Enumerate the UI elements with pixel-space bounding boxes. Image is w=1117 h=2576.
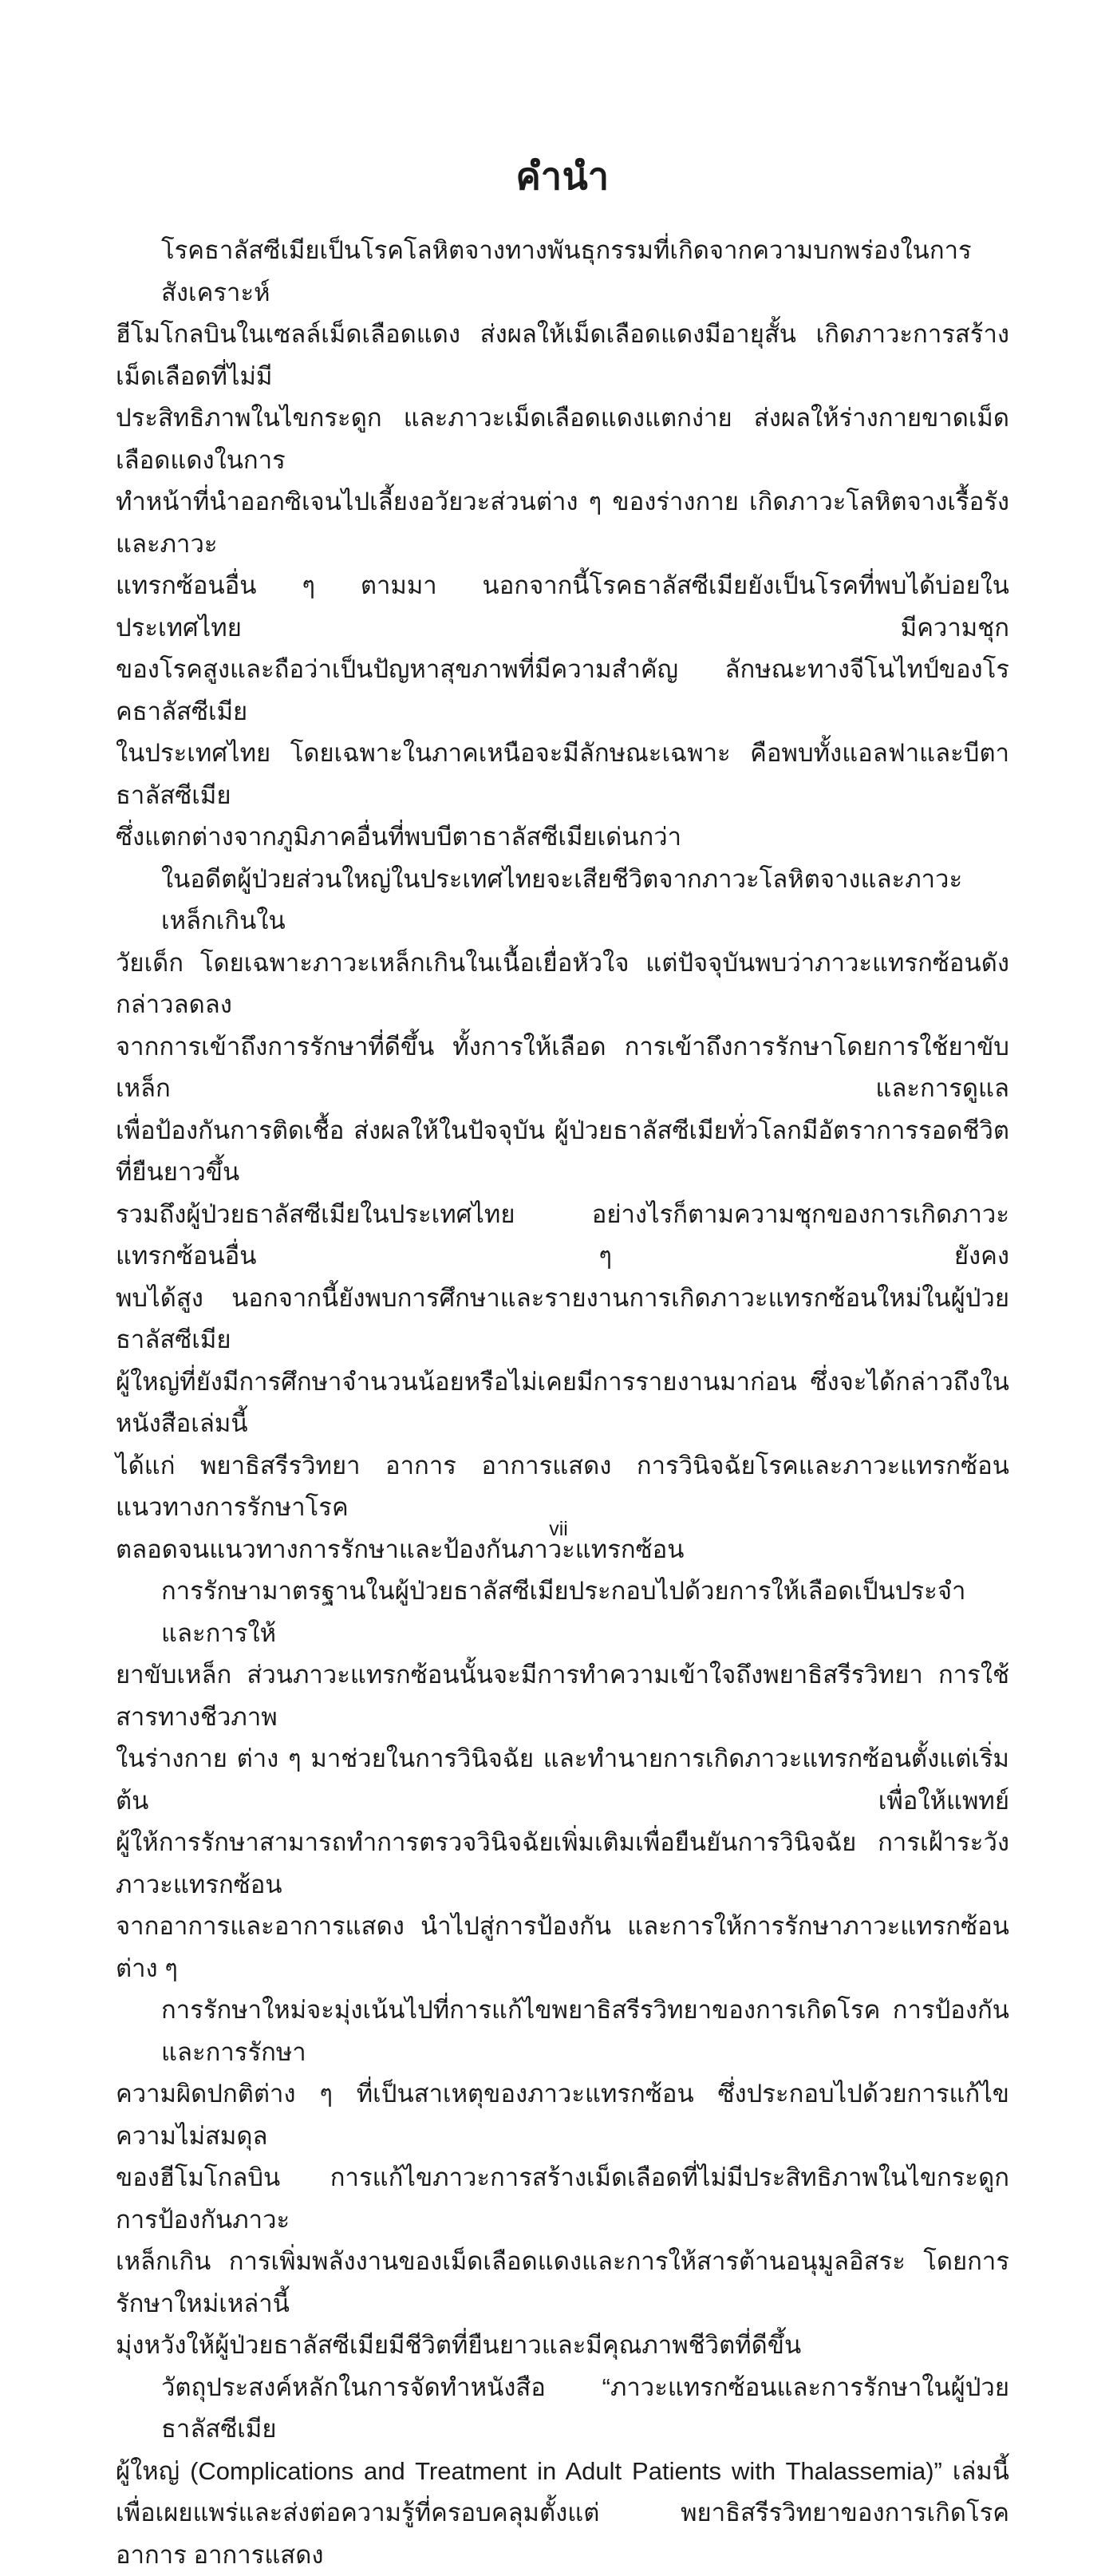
- text-line: ฮีโมโกลบินในเซลล์เม็ดเลือดแดง ส่งผลให้เม็ดเลือดแดงมีอายุสั้น เกิดภาวะการสร้างเม็ดเลือดที่ไม่มี: [116, 314, 1009, 397]
- text-line: ในร่างกาย ต่าง ๆ มาช่วยในการวินิจฉัย และทำนายการเกิดภาวะแทรกซ้อนตั้งแต่เริ่มต้น เพื่อให้แพทย์: [116, 1738, 1009, 1822]
- text-line: เหล็กเกิน การเพิ่มพลังงานของเม็ดเลือดแดงและการให้สารต้านอนุมูลอิสระ โดยการรักษาใหม่เหล่านี้: [116, 2241, 1009, 2325]
- text-line: มุ่งหวังให้ผู้ป่วยธาลัสซีเมียมีชีวิตที่ยืนยาวและมีคุณภาพชีวิตที่ดีขึ้น: [116, 2325, 1009, 2367]
- paragraph: [116, 1570, 1009, 1989]
- text-line: โรคธาลัสซีเมียเป็นโรคโลหิตจางทางพันธุกรรมที่เกิดจากความบกพร่องในการสังเคราะห์: [116, 230, 1009, 314]
- text-line: ซึ่งแตกต่างจากภูมิภาคอื่นที่พบบีตาธาลัสซีเมียเด่นกว่า: [116, 816, 1009, 859]
- paragraph: [116, 230, 1009, 859]
- paragraph: [116, 1989, 1009, 2367]
- text-line: การรักษาใหม่จะมุ่งเน้นไปที่การแก้ไขพยาธิสรีรวิทยาของการเกิดโรค การป้องกัน และการรักษา: [116, 1989, 1009, 2073]
- text-line: พบได้สูง นอกจากนี้ยังพบการศึกษาและรายงานการเกิดภาวะแทรกซ้อนใหม่ในผู้ป่วยธาลัสซีเมีย: [116, 1278, 1009, 1361]
- paragraph: [116, 2367, 1009, 2576]
- text-line: ความผิดปกติต่าง ๆ ที่เป็นสาเหตุของภาวะแทรกซ้อน ซึ่งประกอบไปด้วยการแก้ไขความไม่สมดุล: [116, 2073, 1009, 2157]
- page-title: คำนำ: [116, 146, 1009, 206]
- text-line: วัยเด็ก โดยเฉพาะภาวะเหล็กเกินในเนื้อเยื่อหัวใจ แต่ปัจจุบันพบว่าภาวะแทรกซ้อนดังกล่าวลดลง: [116, 942, 1009, 1026]
- text-line: ประสิทธิภาพในไขกระดูก และภาวะเม็ดเลือดแดงแตกง่าย ส่งผลให้ร่างกายขาดเม็ดเลือดแดงในการ: [116, 397, 1009, 481]
- text-line: ในอดีตผู้ป่วยส่วนใหญ่ในประเทศไทยจะเสียชีวิตจากภาวะโลหิตจางและภาวะเหล็กเกินใน: [116, 859, 1009, 942]
- text-line: ผู้ใหญ่ (Complications and Treatment in Adult Patients with Thalassemia)” เล่มนี้: [116, 2451, 1009, 2493]
- text-line: ผู้ให้การรักษาสามารถทำการตรวจวินิจฉัยเพิ่มเติมเพื่อยืนยันการวินิจฉัย การเฝ้าระวังภาวะแทรกซ้อน: [116, 1822, 1009, 1906]
- paragraph: [116, 859, 1009, 1571]
- text-line: ได้แก่ พยาธิสรีรวิทยา อาการ อาการแสดง การวินิจฉัยโรคและภาวะแทรกซ้อน แนวทางการรักษาโรค: [116, 1445, 1009, 1529]
- text-line: ผู้ใหญ่ที่ยังมีการศึกษาจำนวนน้อยหรือไม่เคยมีการรายงานมาก่อน ซึ่งจะได้กล่าวถึงในหนังสือเล่มนี้: [116, 1361, 1009, 1445]
- text-line: จากอาการและอาการแสดง นำไปสู่การป้องกัน และการให้การรักษาภาวะแทรกซ้อนต่าง ๆ: [116, 1906, 1009, 1989]
- text-line: ในประเทศไทย โดยเฉพาะในภาคเหนือจะมีลักษณะเฉพาะ คือพบทั้งแอลฟาและบีตาธาลัสซีเมีย: [116, 733, 1009, 816]
- text-line: เพื่อป้องกันการติดเชื้อ ส่งผลให้ในปัจจุบัน ผู้ป่วยธาลัสซีเมียทั่วโลกมีอัตราการรอดชีวิตที่ยืนยาวขึ้น: [116, 1110, 1009, 1194]
- text-line: การรักษามาตรฐานในผู้ป่วยธาลัสซีเมียประกอบไปด้วยการให้เลือดเป็นประจำ และการให้: [116, 1570, 1009, 1654]
- text-line: ตลอดจนแนวทางการรักษาและป้องกันภาวะแทรกซ้อน: [116, 1529, 1009, 1571]
- text-line: เพื่อเผยแพร่และส่งต่อความรู้ที่ครอบคลุมตั้งแต่ พยาธิสรีรวิทยาของการเกิดโรค อาการ อาการแสดง: [116, 2492, 1009, 2576]
- text-line: ของโรคสูงและถือว่าเป็นปัญหาสุขภาพที่มีความสำคัญ ลักษณะทางจีโนไทป์ของโรคธาลัสซีเมีย: [116, 649, 1009, 733]
- text-line: วัตถุประสงค์หลักในการจัดทำหนังสือ “ภาวะแทรกซ้อนและการรักษาในผู้ป่วยธาลัสซีเมีย: [116, 2367, 1009, 2451]
- body-paragraphs: [116, 230, 1009, 2576]
- text-line: ยาขับเหล็ก ส่วนภาวะแทรกซ้อนนั้นจะมีการทำความเข้าใจถึงพยาธิสรีรวิทยา การใช้สารทางชีวภาพ: [116, 1654, 1009, 1738]
- page-number: vii: [0, 1518, 1117, 1541]
- text-line: ของฮีโมโกลบิน การแก้ไขภาวะการสร้างเม็ดเลือดที่ไม่มีประสิทธิภาพในไขกระดูก การป้องกันภาวะ: [116, 2157, 1009, 2241]
- text-line: ทำหน้าที่นำออกซิเจนไปเลี้ยงอวัยวะส่วนต่าง ๆ ของร่างกาย เกิดภาวะโลหิตจางเรื้อรังและภาวะ: [116, 481, 1009, 565]
- text-line: แทรกซ้อนอื่น ๆ ตามมา นอกจากนี้โรคธาลัสซีเมียยังเป็นโรคที่พบได้บ่อยในประเทศไทย มีความชุก: [116, 565, 1009, 649]
- text-line: รวมถึงผู้ป่วยธาลัสซีเมียในประเทศไทย อย่างไรก็ตามความชุกของการเกิดภาวะแทรกซ้อนอื่น ๆ ยังคง: [116, 1194, 1009, 1278]
- text-line: จากการเข้าถึงการรักษาที่ดีขึ้น ทั้งการให้เลือด การเข้าถึงการรักษาโดยการใช้ยาขับเหล็ก และการดูแล: [116, 1026, 1009, 1110]
